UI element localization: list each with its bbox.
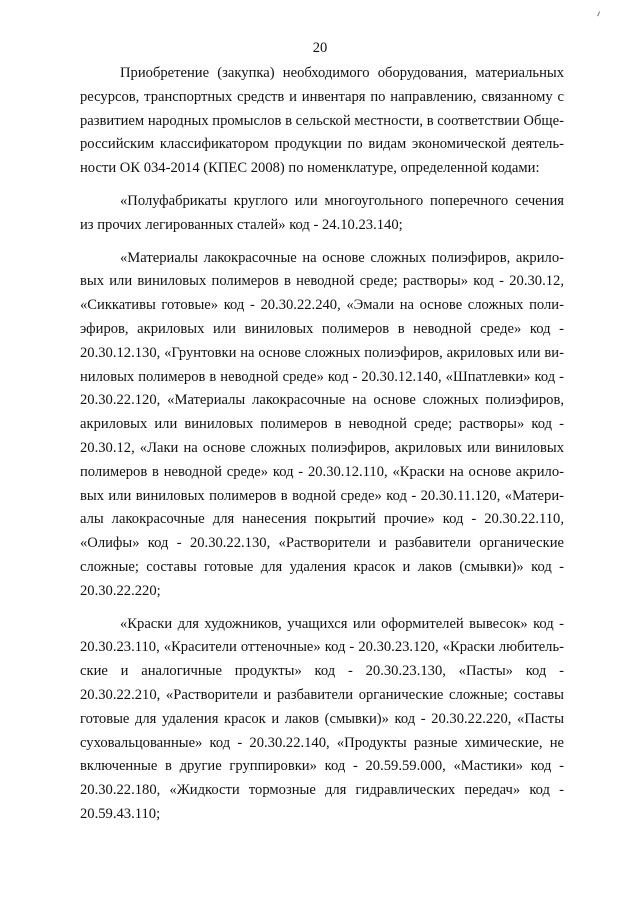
paragraph-artist-paints: «Краски для художников, учащихся или оформителей вывесок» код - 20.30.23.110, «Красители оттеночные» код - 20.30.23.120, «Краски любительские и аналогичные продукты» код - 20.30.23.130, «Пасты» код - 20.30.22.210, «Растворители и разбавители органические сложные; составы готовые для удаления красок и лаков (смывки)» код - 20.30.22.220, «Пасты суховальцованные» код - 20.30.22.140, «Продукты разные химические, не включенные в другие группировки» код - 20.59.59.000, «Мастики» код - 20.30.22.180, «Жидкости тормозные для гидравлических передач» код - 20.59.43.110; xyxy=(80,615,564,822)
scan-mark xyxy=(597,11,603,17)
paragraph-semi-finished-steel: «Полуфабрикаты круглого или многоугольного поперечного сечения из прочих легированных сталей» код - 24.10.23.140; xyxy=(80,192,564,233)
paragraph-intro: Приобретение (закупка) необходимого оборудования, материальных ресурсов, транспортных средств и инвентаря по направлению, связанному с развитием народных промыслов в сельской местности, в соответствии Общероссийским классификатором продукции по видам экономической деятельности ОК 034-2014 (КПЕС 2008) по номенклатуре, определенной кодами: xyxy=(80,65,564,177)
paragraph-paint-materials: «Материалы лакокрасочные на основе сложных полиэфиров, акриловых или виниловых полимеров в неводной среде; растворы» код - 20.30.12, «Сиккативы готовые» код - 20.30.22.240, «Эмали на основе сложных полиэфиров, акриловых или виниловых полимеров в неводной среде» код - 20.30.12.130, «Грунтовки на основе сложных полиэфиров, акриловых или виниловых полимеров в неводной среде» код - 20.30.12.140, «Шпатлевки» код - 20.30.22.120, «Материалы лакокрасочные на основе сложных полиэфиров, акриловых или виниловых полимеров в неводной среде; растворы» код - 20.30.12, «Лаки на основе сложных полиэфиров, акриловых или виниловых полимеров в неводной среде» код - 20.30.12.110, «Краски на основе акриловых или виниловых полимеров в водной среде» код - 20.30.11.120, «Материалы лакокрасочные для нанесения покрытий прочие» код - 20.30.22.110, «Олифы» код - 20.30.22.130, «Растворители и разбавители органические сложные; составы готовые для удаления красок и лаков (смывки)» код - 20.30.22.220; xyxy=(80,249,564,599)
document-body xyxy=(80,62,564,836)
page-number: 20 xyxy=(312,40,328,56)
